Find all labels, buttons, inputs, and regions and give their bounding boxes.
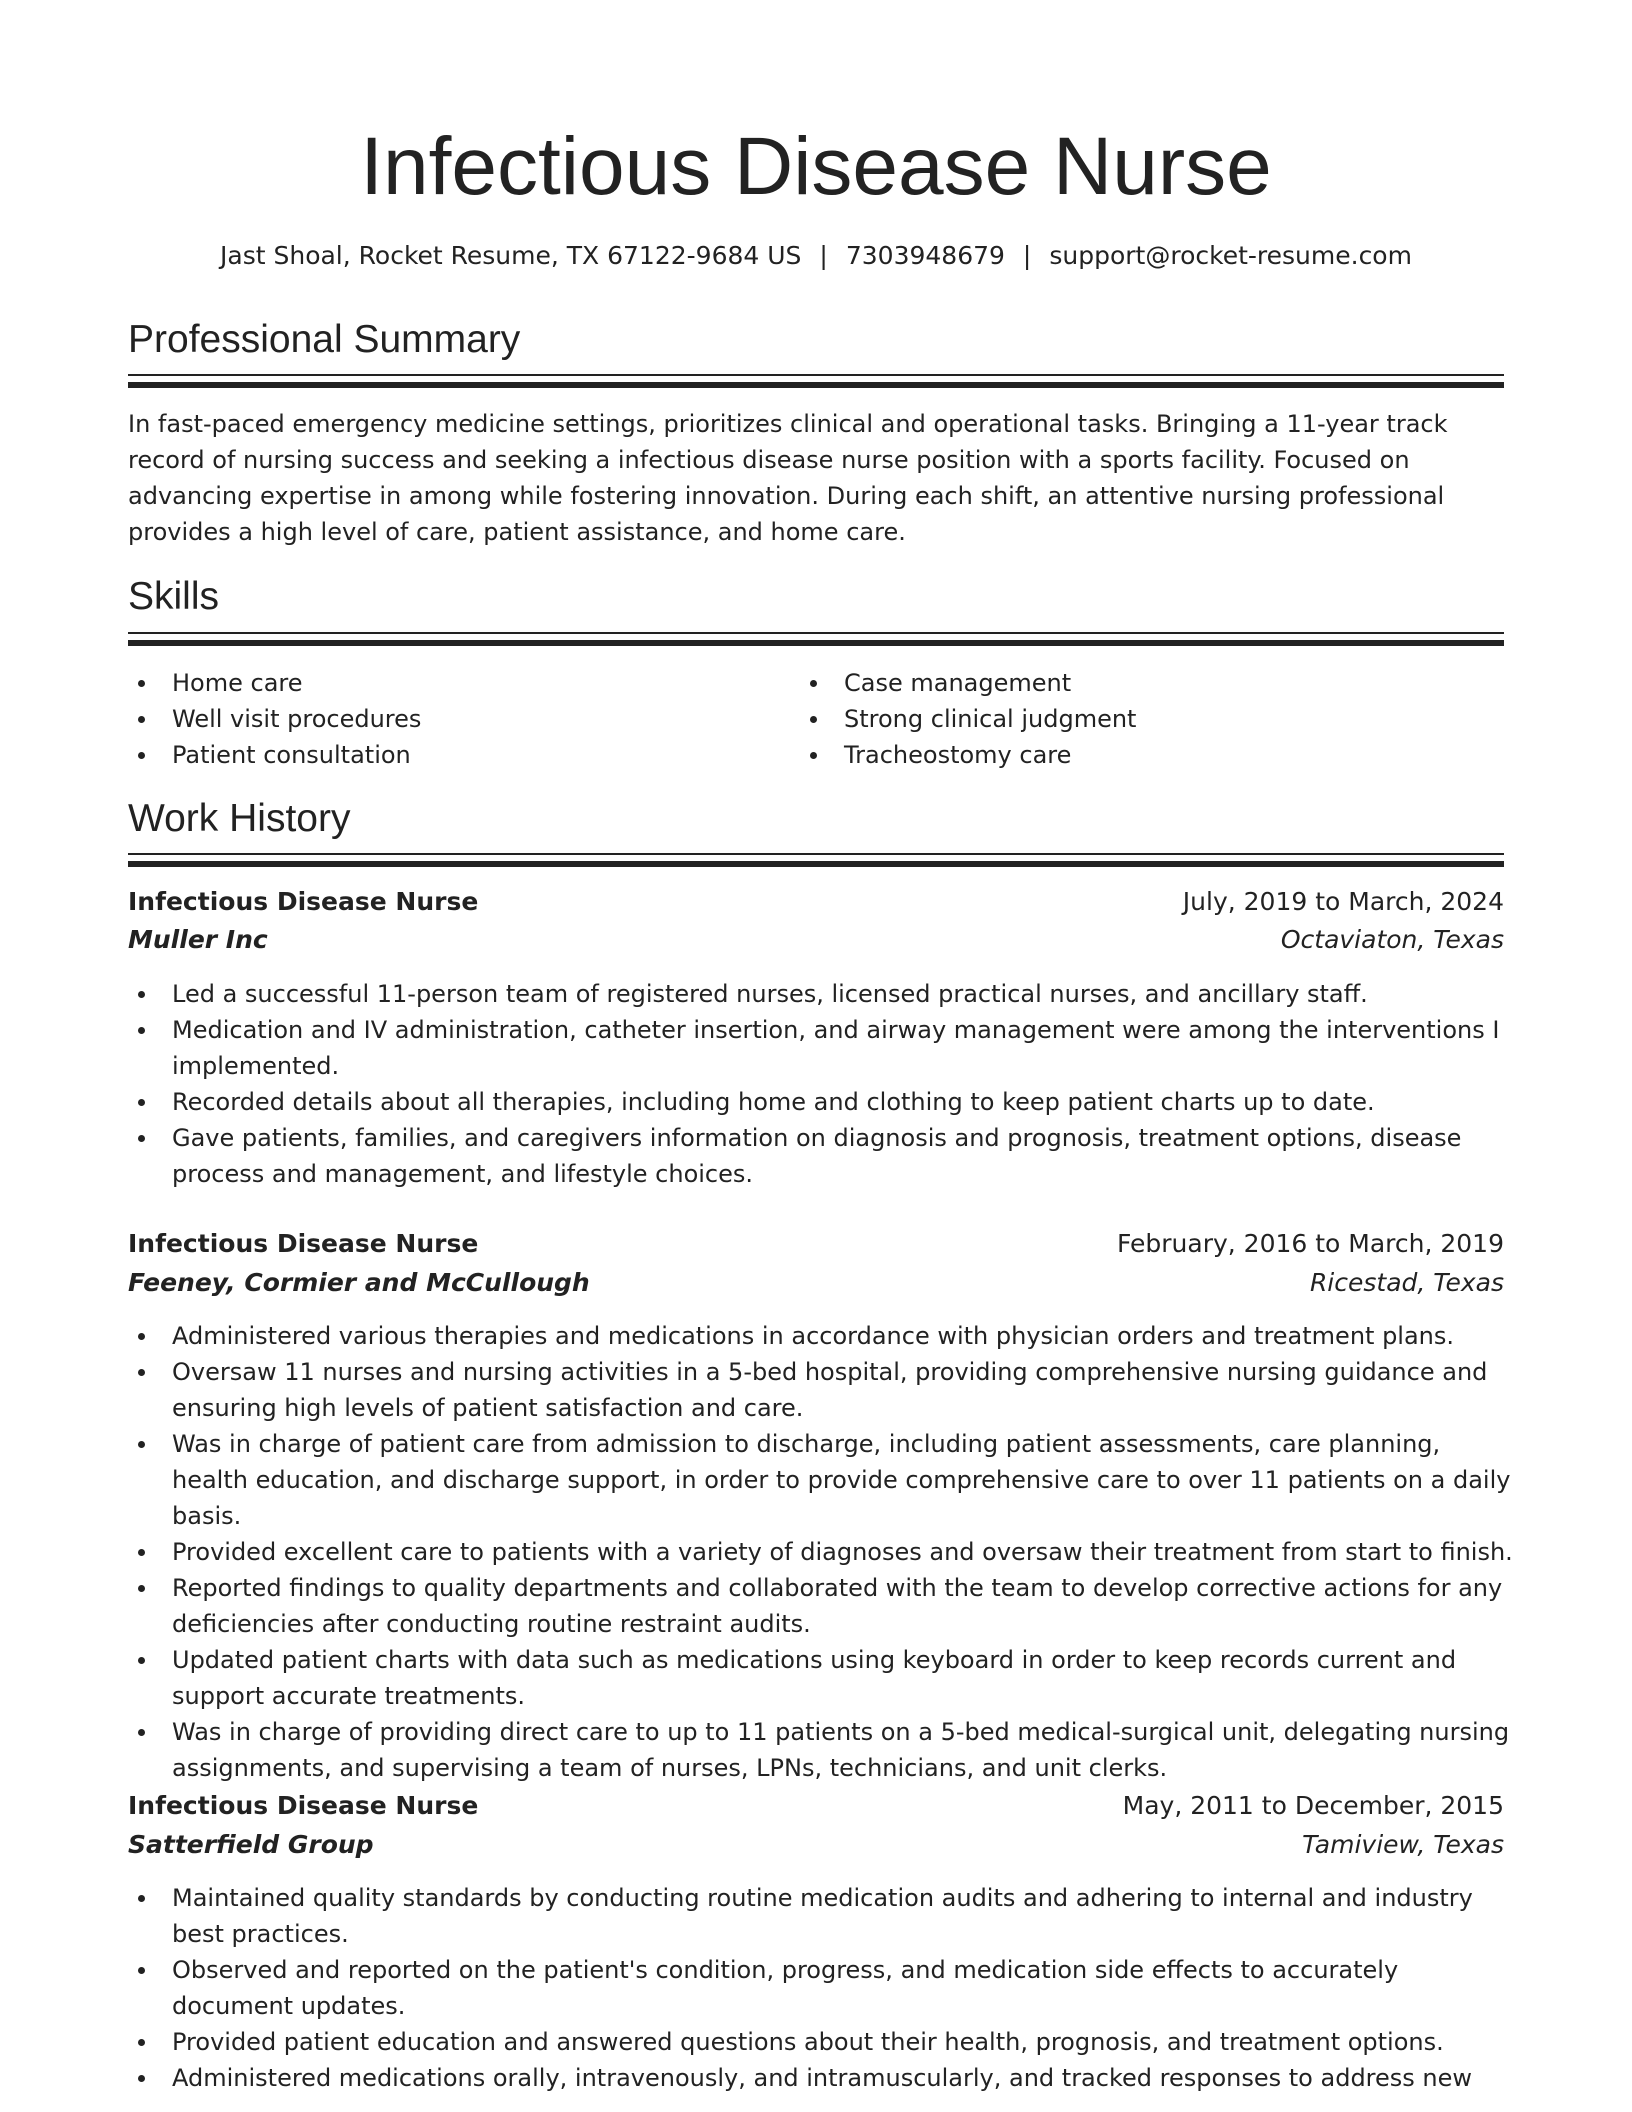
job-bullet: Provided patient education and answered questions about their health, prognosis, and treatment options.: [128, 2024, 1518, 2060]
skill-item: Home care: [128, 665, 421, 701]
job-bullet: Was in charge of providing direct care to up to 11 patients on a 5-bed medical-surgical unit, delegating nursing assignments, and supervising a team of nurses, LPNs, technicians, and unit clerks.: [128, 1714, 1518, 1786]
job-title: Infectious Disease Nurse: [128, 887, 479, 916]
contact-separator: |: [1022, 241, 1032, 270]
resume-name: Infectious Disease Nurse: [360, 121, 1272, 212]
summary-text: In fast-paced emergency medicine settings, prioritizes clinical and operational tasks. Bringing a 11-year track record of nursing success and seeking a infectious disease nurse position with a sports facility. Focused on advancing expertise in among while fostering innovation. During each shift, an attentive nursing professional provides a high level of care, patient assistance, and home care.: [128, 410, 1448, 546]
job-title: Infectious Disease Nurse: [128, 1791, 479, 1820]
contact-separator: |: [819, 241, 828, 270]
job-bullet: Reported findings to quality departments and collaborated with the team to develop corrective actions for any deficiencies after conducting routine restraint audits.: [128, 1570, 1518, 1642]
job-company: Satterfield Group: [128, 1830, 374, 1859]
job-bullets: [128, 1318, 1518, 1786]
job-bullet: Observed and reported on the patient's condition, progress, and medication side effects to accurately document updates.: [128, 1952, 1518, 2024]
job-dates: July, 2019 to March, 2024: [1182, 887, 1504, 916]
job-bullet: Recorded details about all therapies, including home and clothing to keep patient charts up to date.: [128, 1084, 1518, 1120]
job-bullets: [128, 1880, 1518, 2096]
skills-list-left: [128, 665, 421, 773]
job-location: Tamiview, Texas: [1302, 1830, 1504, 1859]
job-dates: May, 2011 to December, 2015: [1122, 1791, 1504, 1820]
job-company: Feeney, Cormier and McCullough: [128, 1268, 590, 1297]
contact-email: support@rocket-resume.com: [1049, 241, 1412, 270]
job-bullets: [128, 976, 1518, 1192]
job-bullet: Administered medications orally, intravenously, and intramuscularly, and tracked responses to address new: [128, 2060, 1518, 2096]
skill-item: Strong clinical judgment: [800, 701, 1136, 737]
job-bullet: Gave patients, families, and caregivers information on diagnosis and prognosis, treatment options, disease process and management, and lifestyle choices.: [128, 1120, 1518, 1192]
job-location: Octaviaton, Texas: [1280, 925, 1504, 954]
skills-list-right: [800, 665, 1136, 773]
job-bullet: Updated patient charts with data such as medications using keyboard in order to keep records current and support accurate treatments.: [128, 1642, 1518, 1714]
job-bullet: Administered various therapies and medications in accordance with physician orders and treatment plans.: [128, 1318, 1518, 1354]
job-company: Muller Inc: [128, 925, 268, 954]
job-bullet: Oversaw 11 nurses and nursing activities in a 5-bed hospital, providing comprehensive nursing guidance and ensuring high levels of patient satisfaction and care.: [128, 1354, 1518, 1426]
skill-item: Patient consultation: [128, 737, 421, 773]
work-divider: [128, 853, 1504, 865]
job-bullet: Was in charge of patient care from admission to discharge, including patient assessments, care planning, health education, and discharge support, in order to provide comprehensive care to over 11 patients on a daily basis.: [128, 1426, 1518, 1534]
contact-line: [0, 238, 1632, 274]
summary-heading: Professional Summary: [128, 318, 521, 361]
contact-address: Jast Shoal, Rocket Resume, TX 67122-9684 US: [220, 241, 802, 270]
skill-item: Case management: [800, 665, 1136, 701]
job-bullet: Provided excellent care to patients with a variety of diagnoses and oversaw their treatment from start to finish.: [128, 1534, 1518, 1570]
job-dates: February, 2016 to March, 2019: [1116, 1229, 1504, 1258]
skills-divider: [128, 632, 1504, 644]
job-location: Ricestad, Texas: [1309, 1268, 1504, 1297]
summary-divider: [128, 374, 1504, 386]
job-bullet: Medication and IV administration, catheter insertion, and airway management were among the interventions I implemented.: [128, 1012, 1518, 1084]
job-title: Infectious Disease Nurse: [128, 1229, 479, 1258]
skill-item: Tracheostomy care: [800, 737, 1136, 773]
job-bullet: Maintained quality standards by conducting routine medication audits and adhering to internal and industry best practices.: [128, 1880, 1518, 1952]
contact-phone: 7303948679: [845, 241, 1005, 270]
job-bullet: Led a successful 11-person team of registered nurses, licensed practical nurses, and ancillary staff.: [128, 976, 1518, 1012]
skills-heading: Skills: [128, 575, 220, 618]
work-heading: Work History: [128, 797, 351, 840]
skill-item: Well visit procedures: [128, 701, 421, 737]
